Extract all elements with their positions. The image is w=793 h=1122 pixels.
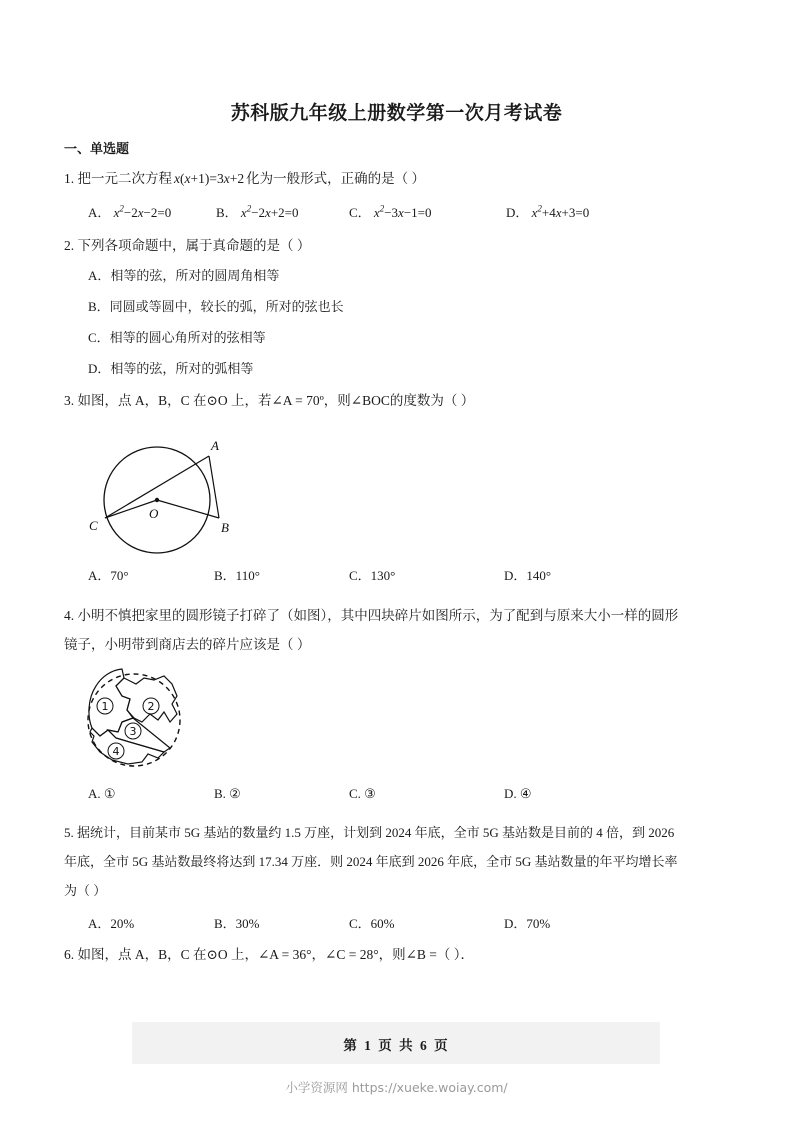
dashed-original-circle: [88, 674, 180, 766]
page-footer: 第 1 页 共 6 页: [343, 1038, 450, 1053]
question-4-text-line2-wrap: [64, 634, 736, 655]
question-5-text-line3: 为（ ）: [64, 883, 107, 898]
option-4-A[interactable]: A. ①: [88, 786, 116, 801]
center-point-dot: [155, 498, 159, 502]
option-1-B[interactable]: B． $x^2-2x+2=0$: [216, 203, 299, 220]
option-2-B[interactable]: B．同圆或等圆中，较长的弧，所对的弦也长: [88, 299, 344, 314]
broken-mirror-figure: [78, 666, 198, 776]
option-5-A[interactable]: A．20%: [88, 916, 135, 931]
question-1-text: 把一元二次方程 x(x+1)=3x+2 化为一般形式，正确的是（ ）: [77, 171, 425, 186]
option-5-B[interactable]: B．30%: [214, 916, 260, 931]
point-label-B: B: [221, 520, 229, 535]
svg-text:2: 2: [147, 700, 155, 713]
option-2-C[interactable]: C．相等的圆心角所对的弦相等: [88, 330, 266, 345]
question-1-options: [64, 202, 744, 222]
question-2-text: 下列各项命题中，属于真命题的是（ ）: [77, 238, 311, 253]
section-heading: 一、单选题: [64, 141, 130, 156]
center-label-O: O: [149, 506, 159, 521]
option-3-D[interactable]: D．140°: [504, 568, 552, 583]
question-3-stem: [64, 390, 736, 411]
circle-inscribed-angle-figure: [85, 420, 245, 560]
svg-text:1: 1: [101, 700, 109, 713]
question-5-number: 5.: [64, 825, 74, 840]
question-1-number: 1.: [64, 171, 75, 186]
point-label-C: C: [89, 518, 98, 533]
question-3-number: 3.: [64, 393, 75, 408]
question-4-text-line1: 小明不慎把家里的圆形镜子打碎了（如图），其中四块碎片如图所示，为了配到与原来大小一样的圆形: [77, 608, 679, 623]
question-5-options: [64, 913, 744, 933]
question-1-stem: [64, 168, 736, 189]
question-5-text-line1: 据统计，目前某市 5G 基站的数量约 1.5 万座，计划到 2024 年底，全市 5G 基站数是目前的 4 倍，到 2026: [77, 825, 675, 840]
question-5-text-line2-wrap: [64, 851, 736, 872]
option-4-D[interactable]: D. ④: [504, 786, 532, 801]
point-label-A: A: [211, 438, 219, 453]
option-2-D[interactable]: D．相等的弦，所对的弧相等: [88, 361, 254, 376]
option-1-C[interactable]: C． $x^2-3x-1=0$: [349, 203, 432, 220]
page-title: 苏科版九年级上册数学第一次月考试卷: [230, 103, 563, 124]
question-6-number: 6.: [64, 947, 75, 962]
option-1-D[interactable]: D． $x^2+4x+3=0$: [506, 203, 590, 220]
question-4-stem: [64, 605, 736, 626]
question-4-options: [64, 786, 744, 806]
question-4-number: 4.: [64, 608, 75, 623]
fragment-number-4: [108, 743, 124, 759]
svg-text:4: 4: [112, 745, 120, 758]
option-4-B[interactable]: B. ②: [214, 786, 241, 801]
question-5-stem: [64, 822, 736, 843]
question-3-options: [64, 565, 744, 585]
option-5-C[interactable]: C．60%: [349, 916, 395, 931]
option-5-D[interactable]: D．70%: [504, 916, 551, 931]
question-5-text-line3-wrap: [64, 880, 736, 901]
question-6-text: 如图，点 A，B，C 在⊙O 上，∠A = 36°，∠C = 28°，则∠B =（ ）．: [77, 947, 475, 962]
question-5-text-line2: 年底，全市 5G 基站数最终将达到 17.34 万座．则 2024 年底到 2026 年底，全市 5G 基站数量的年平均增长率: [64, 854, 678, 869]
question-4-text-line2: 镜子，小明带到商店去的碎片应该是（ ）: [64, 637, 311, 652]
question-2-number: 2.: [64, 238, 75, 253]
option-3-A[interactable]: A．70°: [88, 568, 129, 583]
watermark: 小学资源网 https://xueke.woiay.com/: [285, 1080, 508, 1095]
fragment-number-3: [125, 723, 141, 739]
chord-AB: [209, 456, 219, 518]
option-1-A[interactable]: A． $x^2-2x-2=0$: [88, 203, 172, 220]
option-3-B[interactable]: B．110°: [214, 568, 260, 583]
option-3-C[interactable]: C．130°: [349, 568, 396, 583]
fragment-number-2: [143, 698, 159, 714]
option-4-C[interactable]: C. ③: [349, 786, 376, 801]
question-3-text: 如图，点 A，B，C 在⊙O 上，若∠A = 70º，则∠BOC的度数为（ ）: [77, 393, 475, 408]
svg-text:3: 3: [129, 725, 137, 738]
question-6-stem: [64, 944, 736, 965]
option-2-A[interactable]: A．相等的弦，所对的圆周角相等: [88, 268, 280, 283]
question-2-stem: [64, 235, 736, 256]
fragment-number-1: [97, 698, 113, 714]
